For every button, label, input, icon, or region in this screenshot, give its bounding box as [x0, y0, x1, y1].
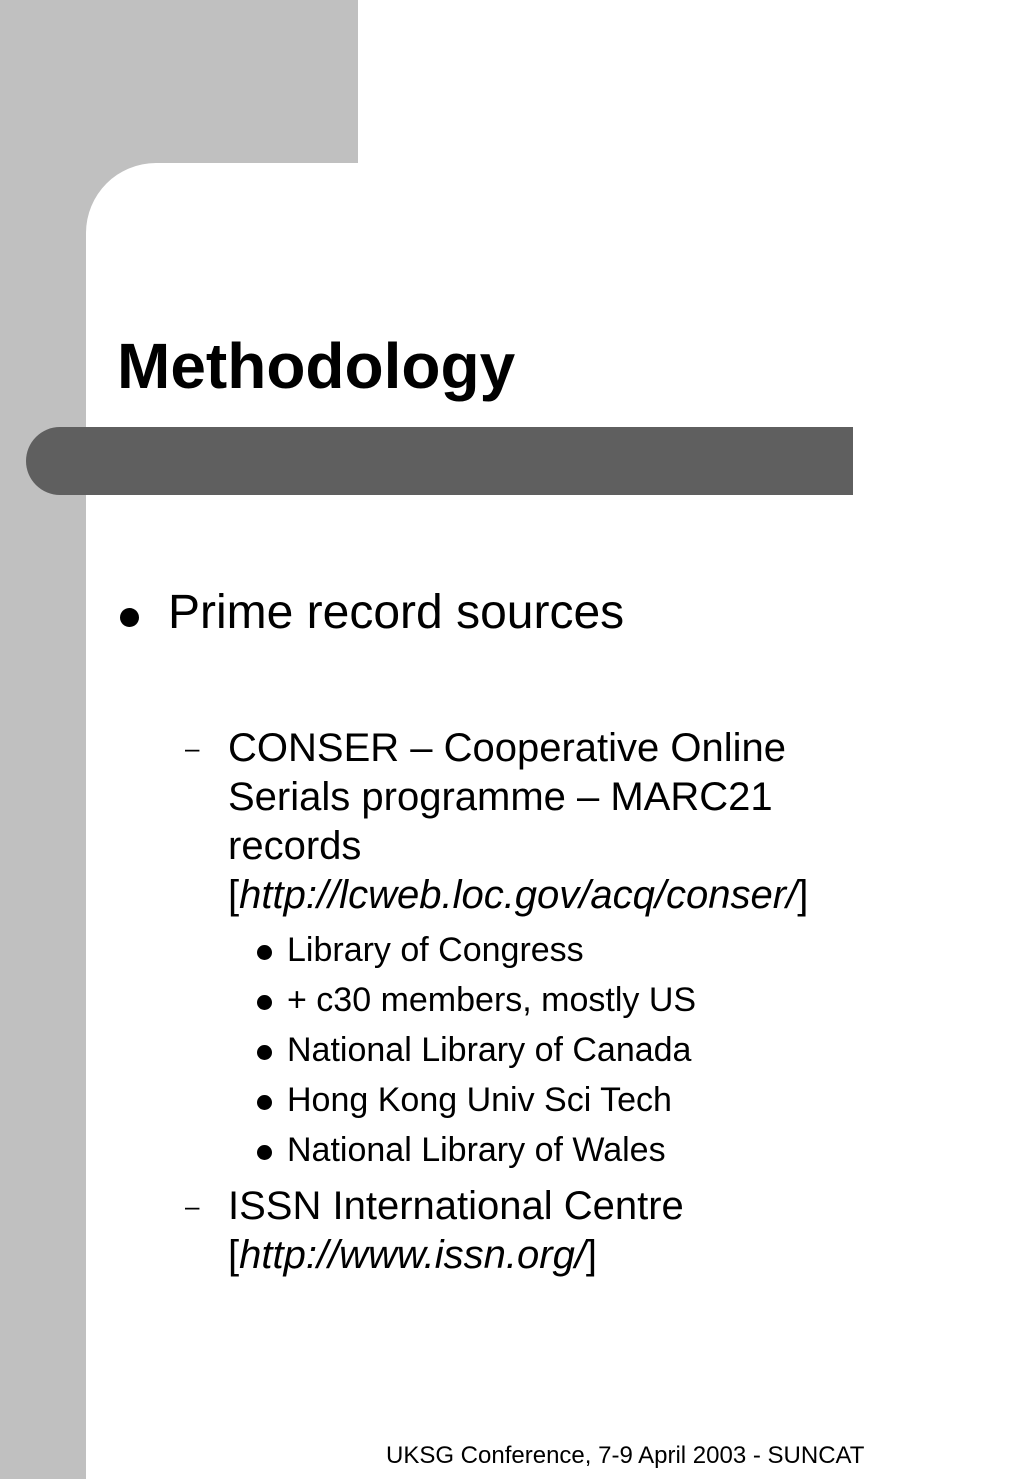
slide-footer: UKSG Conference, 7-9 April 2003 - SUNCAT: [386, 1442, 865, 1469]
list-item-text: National Library of Wales: [287, 1131, 666, 1169]
dash-item-link-line: [228, 871, 928, 920]
bullet-dot-icon: [257, 1045, 272, 1060]
bullet-dot-icon: [120, 608, 139, 627]
dash-item-body: [228, 1182, 928, 1280]
bullet-dot-icon: [257, 995, 272, 1010]
dash-marker: –: [185, 733, 200, 763]
link-close-bracket: ]: [797, 873, 809, 917]
dash-item-line: ISSN International Centre: [228, 1184, 684, 1228]
bullet-text: Prime record sources: [168, 586, 625, 639]
conser-link[interactable]: http://lcweb.loc.gov/acq/conser/: [239, 873, 798, 917]
title-underline-bar: [26, 427, 853, 495]
dash-item-line: CONSER – Cooperative Online: [228, 726, 787, 770]
link-open-bracket: [: [228, 873, 240, 917]
link-close-bracket: ]: [585, 1233, 598, 1277]
link-open-bracket: [: [228, 1233, 240, 1277]
dash-item-line: records: [228, 824, 362, 868]
issn-link[interactable]: http://www.issn.org/: [239, 1233, 586, 1277]
bullet-dot-icon: [257, 945, 272, 960]
bullet-dot-icon: [257, 1145, 272, 1160]
list-item-text: Library of Congress: [287, 931, 584, 969]
list-item-text: + c30 members, mostly US: [287, 981, 697, 1019]
list-item-text: Hong Kong Univ Sci Tech: [287, 1081, 672, 1119]
dash-item-body: [228, 724, 928, 920]
dash-marker: –: [185, 1191, 200, 1221]
dash-item-line: Serials programme – MARC21: [228, 775, 773, 819]
bullet-dot-icon: [257, 1095, 272, 1110]
list-item-text: National Library of Canada: [287, 1031, 692, 1069]
dash-item-link-line: [228, 1231, 928, 1280]
slide-title: Methodology: [117, 330, 516, 402]
